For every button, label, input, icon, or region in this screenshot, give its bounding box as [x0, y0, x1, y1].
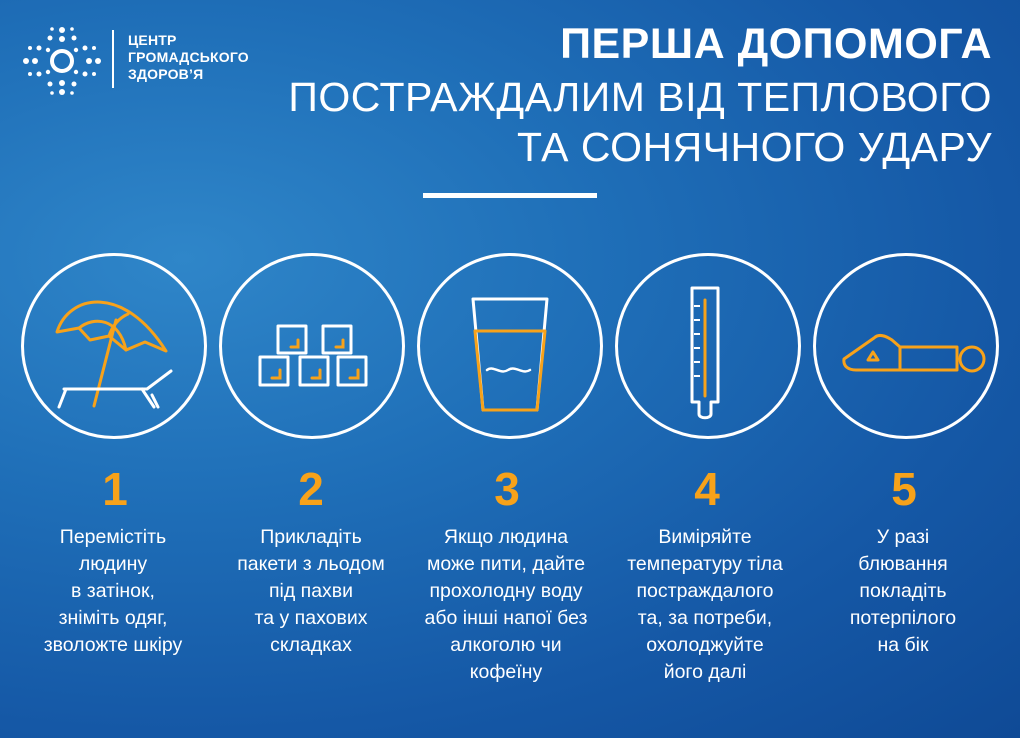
step-2-description: [211, 524, 411, 659]
step-number: 3: [494, 463, 520, 515]
page-title: ПЕРША ДОПОМОГА: [560, 20, 992, 68]
step-5-circle: [813, 253, 999, 439]
step-text-line: Виміряйте: [658, 526, 752, 548]
logo-text: [128, 32, 249, 83]
step-text-line: Якщо людина: [443, 526, 569, 548]
title-divider: [423, 193, 597, 198]
step-text-line: Перемістіть: [59, 526, 167, 548]
page-subtitle-line2: ТА СОНЯЧНОГО УДАРУ: [516, 124, 992, 170]
step-text-line: на бік: [877, 634, 929, 656]
logo-line: ЦЕНТР: [128, 32, 177, 48]
step-1-description: [13, 524, 213, 659]
page-subtitle-line1: ПОСТРАЖДАЛИМ ВІД ТЕПЛОВОГО: [288, 74, 992, 120]
logo-line: ЗДОРОВ’Я: [128, 66, 204, 82]
step-text-line: може пити, дайте: [426, 553, 586, 575]
step-text-line: покладіть: [859, 580, 947, 602]
step-text-line: алкоголю чи: [450, 634, 562, 656]
ice-cubes-icon: [222, 256, 402, 436]
step-text-line: охолоджуйте: [646, 634, 764, 656]
dotted-circle-logo-icon: [22, 26, 102, 96]
step-text-line: прохолодну воду: [429, 580, 583, 602]
beach-umbrella-lounger-icon: [24, 256, 204, 436]
step-number: 4: [694, 463, 720, 515]
step-2-circle: [219, 253, 405, 439]
step-text-line: та у пахових: [254, 607, 368, 629]
step-number: 5: [891, 463, 917, 515]
step-text-line: або інші напої без: [424, 607, 588, 629]
step-text-line: складках: [270, 634, 352, 656]
step-text-line: пакети з льодом: [237, 553, 385, 575]
step-text-line: температуру тіла: [627, 553, 783, 575]
person-lying-on-side-icon: [816, 256, 996, 436]
step-4-circle: [615, 253, 801, 439]
step-number: 1: [102, 463, 128, 515]
thermometer-icon: [618, 256, 798, 436]
step-text-line: під пахви: [268, 580, 354, 602]
step-3-circle: [417, 253, 603, 439]
step-number: 2: [298, 463, 324, 515]
step-text-line: та, за потреби,: [637, 607, 773, 629]
step-text-line: блювання: [858, 553, 948, 575]
step-text-line: людину: [78, 553, 148, 575]
logo: [22, 26, 249, 96]
step-text-line: кофеїну: [469, 661, 543, 683]
step-text-line: його далі: [663, 661, 747, 683]
step-text-line: зволожте шкіру: [43, 634, 183, 656]
step-1-circle: [21, 253, 207, 439]
step-text-line: Прикладіть: [260, 526, 362, 548]
step-5-description: [803, 524, 1003, 659]
step-text-line: в затінок,: [71, 580, 155, 602]
step-text-line: потерпілого: [849, 607, 957, 629]
logo-line: ГРОМАДСЬКОГО: [128, 49, 249, 65]
step-4-description: [605, 524, 805, 686]
step-text-line: зніміть одяг,: [58, 607, 168, 629]
step-text-line: постраждалого: [636, 580, 774, 602]
step-3-description: [406, 524, 606, 686]
water-glass-icon: [420, 256, 600, 436]
logo-divider: [112, 30, 114, 88]
step-text-line: У разі: [876, 526, 930, 548]
